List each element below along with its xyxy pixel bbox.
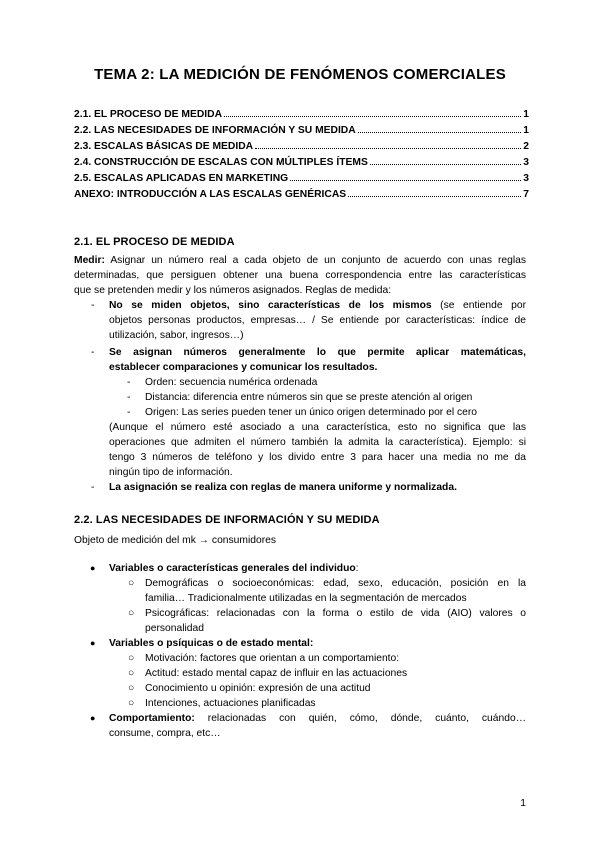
sub-item: Psicográficas: relacionadas con la forma o estilo de vida (AIO) valores o [145,608,526,619]
bullet-marker: ● [90,563,96,573]
bullet-item: consume, compra, etc… [109,728,221,739]
paragraph-text: Asignar un número real a cada objeto de un conjunto de acuerdo con unas reglas [110,255,526,266]
term-label: Medir: [74,255,105,266]
toc-entry-label: 2.2. LAS NECESIDADES DE INFORMACIÓN Y SU MEDIDA [74,125,356,136]
sub-item: Motivación: factores que orientan a un comportamiento: [145,653,400,664]
toc-entry-page: 3 [523,157,529,168]
bullet-marker: ● [90,713,96,723]
sub-item: familia… Tradicionalmente utilizadas en la segmentación de mercados [145,593,467,604]
toc-entry-label: 2.4. CONSTRUCCIÓN DE ESCALAS CON MÚLTIPLES ÍTEMS [74,157,368,168]
toc-leader-dots [224,116,521,117]
bullet-item [109,561,359,576]
sub-item: Conocimiento u opinión: expresión de una actitud [145,683,371,694]
circle-marker: ○ [128,698,135,709]
bullet-item: Variables o psíquicas o de estado mental: [109,638,314,649]
paragraph-line: (Aunque el número esté asociado a una característica, esto no significa que las [109,422,526,433]
rule-line: objetos personas productos, empresas… / Se entiende por características: índice de [109,315,526,326]
toc-entry-page: 7 [523,189,529,200]
sub-item: Orden: secuencia numérica ordenada [145,377,318,388]
toc-entry-label: 2.5. ESCALAS APLICADAS EN MARKETING [74,173,289,184]
bullet-bold-text: Variables o características generales del individuo [109,563,356,574]
bullet-bold-text: Comportamiento: [109,713,195,724]
toc-entry[interactable] [74,107,529,123]
section-heading-2-1: 2.1. EL PROCESO DE MEDIDA [74,236,235,248]
document-title: TEMA 2: LA MEDICIÓN DE FENÓMENOS COMERCIALES [94,66,506,83]
toc-leader-dots [348,196,521,197]
dash-marker: - [127,392,131,403]
dash-marker: - [91,300,95,311]
paragraph-line: que se pretenden medir y los números asignados. Reglas de medida: [74,285,392,296]
sub-item: Intenciones, actuaciones planificadas [145,698,316,709]
rule-line: establecer comparaciones y comunicar los resultados. [109,362,378,373]
sub-item: Distancia: diferencia entre números sin que se preste atención al origen [145,392,473,403]
circle-marker: ○ [128,653,135,664]
paragraph-line: tengo 3 números de teléfono y los divido entre 3 para hacer una media no me da [109,452,526,463]
toc-leader-dots [370,164,521,165]
toc-leader-dots [290,180,521,181]
toc-entry[interactable] [74,123,529,139]
rule-line [109,298,526,313]
toc-entry-page: 2 [523,141,529,152]
table-of-contents [74,107,529,203]
circle-marker: ○ [128,668,135,679]
toc-entry[interactable] [74,187,529,203]
circle-marker: ○ [128,578,135,589]
toc-entry[interactable] [74,171,529,187]
bullet-text: relacionadas con quién, cómo, dónde, cuánto, cuándo… [194,713,526,724]
circle-marker: ○ [128,683,135,694]
sub-item: Actitud: estado mental capaz de influir en las actuaciones [145,668,408,679]
dash-marker: - [127,377,131,388]
dash-marker: - [91,347,95,358]
section-heading-2-2: 2.2. LAS NECESIDADES DE INFORMACIÓN Y SU MEDIDA [74,514,380,526]
toc-entry-label: ANEXO: INTRODUCCIÓN A LAS ESCALAS GENÉRICAS [74,189,347,200]
paragraph-line: Objeto de medición del mk → consumidores [74,535,277,546]
toc-entry-label: 2.3. ESCALAS BÁSICAS DE MEDIDA [74,141,254,152]
bullet-marker: ● [90,638,96,648]
toc-leader-dots [358,132,522,133]
dash-marker: - [127,407,131,418]
toc-entry-page: 1 [523,109,529,120]
toc-entry[interactable] [74,139,529,155]
sub-item: Demográficas o socioeconómicas: edad, sexo, educación, posición en la [145,578,526,589]
rule-bold-text: No se miden objetos, sino características de los mismos [109,300,432,311]
toc-leader-dots [255,148,521,149]
paragraph-line: operaciones que admiten el número también la admita la característica). Ejemplo: si [109,437,526,448]
sub-item: personalidad [145,623,204,634]
paragraph-line: determinadas, que persiguen obtener una buena correspondencia entre las características [74,270,526,281]
bullet-text: : [355,563,359,574]
sub-item: Origen: Las series pueden tener un único origen determinado por el cero [145,407,477,418]
toc-entry-page: 1 [523,125,529,136]
bullet-item [109,711,526,726]
rule-line: utilización, sabor, ingresos…) [109,330,244,341]
page-number: 1 [520,798,526,809]
paragraph-line: ningún tipo de información. [109,467,233,478]
dash-marker: - [91,482,95,493]
toc-entry-page: 3 [523,173,529,184]
circle-marker: ○ [128,608,135,619]
rule-line: La asignación se realiza con reglas de manera uniforme y normalizada. [109,482,457,493]
paragraph-line [74,253,526,268]
toc-entry-label: 2.1. EL PROCESO DE MEDIDA [74,109,223,120]
rule-text: (se entiende por [431,300,526,311]
rule-line: Se asignan números generalmente lo que permite aplicar matemáticas, [109,347,526,358]
toc-entry[interactable] [74,155,529,171]
